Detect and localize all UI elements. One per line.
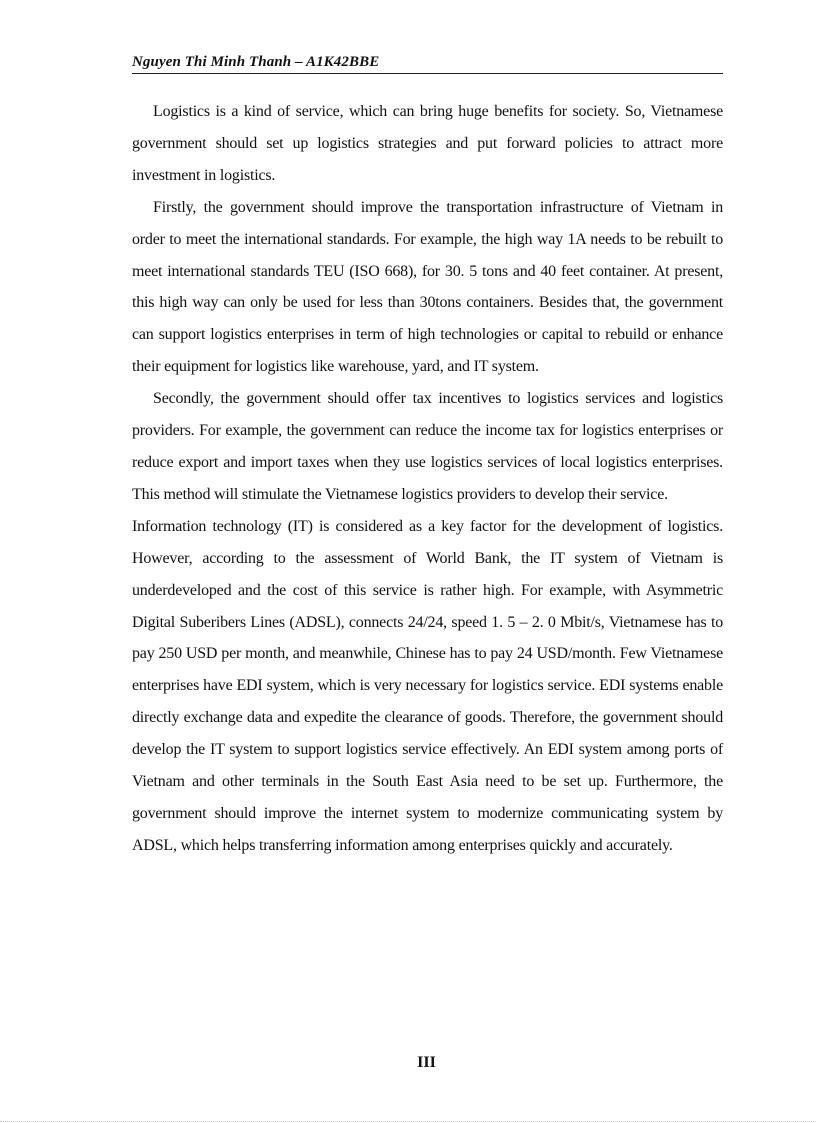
paragraph-tax-incentives: Secondly, the government should offer tax incentives to logistics services and logistics providers. For example, the government can reduce the income tax for logistics enterprises or reduce export and import taxes when they use logistics services of local logistics enterprises. This method will stimulate the Vietnamese logistics providers to develop their service. xyxy=(132,390,723,503)
page-header xyxy=(132,53,723,73)
page-bottom-border xyxy=(0,1121,816,1122)
header-author-title: Nguyen Thi Minh Thanh – A1K42BBE xyxy=(132,54,380,70)
paragraph-information-technology: Information technology (IT) is considered as a key factor for the development of logistics. However, according to the assessment of World Bank, the IT system of Vietnam is underdeveloped and the cost of this service is rather high. For example, with Asymmetric Digital Suberibers Lines (ADSL), connects 24/24, speed 1. 5 – 2. 0 Mbit/s, Vietnamese has to pay 250 USD per month, and meanwhile, Chinese has to pay 24 USD/month. Few Vietnamese enterprises have EDI system, which is very necessary for logistics service. EDI systems enable directly exchange data and expedite the clearance of goods. Therefore, the government should develop the IT system to support logistics service effectively. An EDI system among ports of Vietnam and other terminals in the South East Asia need to be set up. Furthermore, the government should improve the internet system to modernize communicating system by ADSL, which helps transferring information among enterprises quickly and accurately. xyxy=(132,517,723,854)
page-number: III xyxy=(417,1054,436,1071)
paragraph-infrastructure: Firstly, the government should improve the transportation infrastructure of Vietnam in order to meet the international standards. For example, the high way 1A needs to be rebuilt to meet international standards TEU (ISO 668), for 30. 5 tons and 40 feet container. At present, this high way can only be used for less than 30tons containers. Besides that, the government can support logistics enterprises in term of high technologies or capital to rebuild or enhance their equipment for logistics like warehouse, yard, and IT system. xyxy=(132,198,723,376)
paragraph-intro: Logistics is a kind of service, which can bring huge benefits for society. So, Vietnamese government should set up logistics strategies and put forward policies to attract more investment in logistics. xyxy=(132,103,723,184)
document-body xyxy=(132,96,723,862)
header-rule xyxy=(132,73,723,74)
